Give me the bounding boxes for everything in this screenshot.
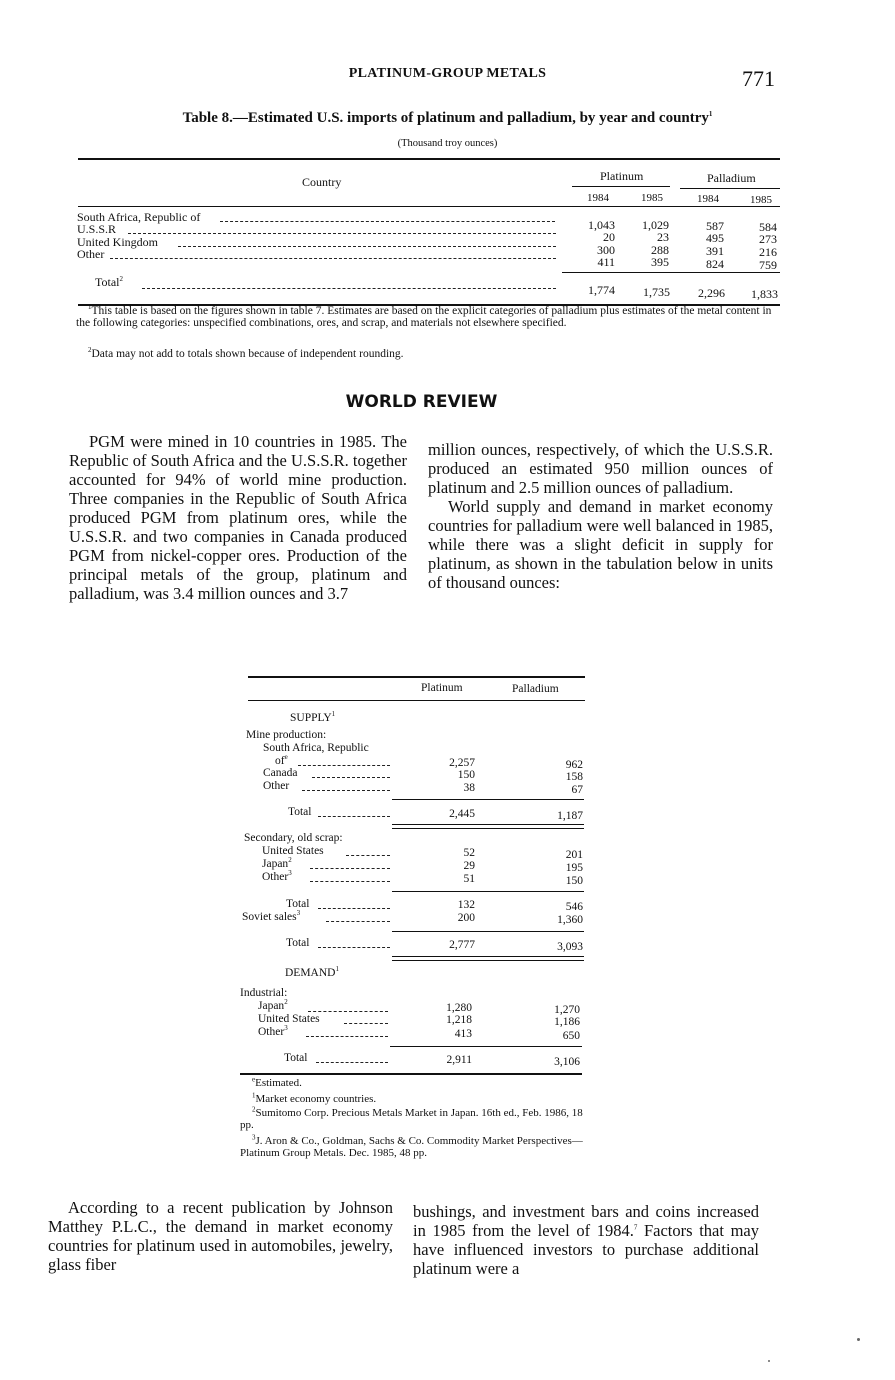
table8-subtitle: (Thousand troy ounces) — [397, 138, 498, 149]
table-cell: 52 — [463, 847, 475, 859]
total-label — [95, 276, 123, 289]
table-cell: 2,445 — [449, 808, 475, 820]
running-header: PLATINUM-GROUP METALS — [348, 66, 547, 81]
row-label — [258, 1000, 288, 1012]
table-cell: 20 — [603, 230, 615, 244]
row-label: Industrial: — [240, 987, 288, 999]
table-footnote — [76, 305, 780, 329]
table-cell: 216 — [759, 245, 777, 259]
dot-leader — [326, 921, 390, 922]
body-column-right — [413, 1202, 759, 1278]
table-cell: 158 — [565, 771, 583, 783]
body-column-right — [428, 440, 773, 592]
row-label: Total — [286, 898, 310, 910]
row-label-text: Other — [262, 871, 289, 883]
table-cell: 3,106 — [554, 1056, 580, 1068]
table8-title-text: Table 8.—Estimated U.S. imports of platinum and palladium, by year and country — [182, 110, 709, 126]
table-footnote — [88, 348, 778, 360]
table-cell: 67 — [571, 784, 583, 796]
column-header-year: 1985 — [750, 194, 772, 206]
row-label-text: Japan — [258, 1000, 285, 1012]
table-cell: 546 — [565, 901, 583, 913]
table-cell: 584 — [759, 220, 777, 234]
footnote-mark: 1 — [708, 110, 713, 118]
dot-leader — [220, 221, 555, 222]
footnote-text: Sumitomo Corp. Precious Metals Market in Japan. 16th ed., Feb. 1986, 18 pp. — [240, 1107, 583, 1131]
body-column-left — [69, 432, 407, 603]
row-label: South Africa, Republic — [263, 742, 369, 754]
dot-leader — [128, 233, 556, 234]
table-cell: 3,093 — [557, 941, 583, 953]
table-cell: 201 — [565, 849, 583, 861]
table-cell: 23 — [657, 230, 669, 244]
paragraph: bushings, and investment bars and coins increased in 1985 from the level of 1984. — [413, 1202, 759, 1240]
table-cell: 759 — [759, 258, 777, 272]
row-label-text: of — [275, 755, 285, 767]
footnote-mark: e — [284, 753, 288, 762]
table-cell: 2,777 — [449, 939, 475, 951]
table-cell: 1,270 — [554, 1004, 580, 1016]
column-header-country: Country — [302, 175, 342, 189]
column-group-platinum: Platinum — [600, 169, 644, 183]
table-rule — [240, 1073, 582, 1075]
row-label: Total — [284, 1052, 308, 1064]
dot-leader — [344, 1023, 388, 1024]
body-column-left — [48, 1198, 393, 1274]
table-rule — [392, 960, 584, 961]
supply-heading — [290, 712, 335, 724]
row-label: United Kingdom — [77, 235, 158, 249]
dot-leader — [316, 1062, 388, 1063]
table-cell: 1,187 — [557, 810, 583, 822]
table-rule — [248, 676, 585, 678]
table-cell: 1,186 — [554, 1016, 580, 1028]
dot-leader — [110, 258, 556, 259]
row-label: Other — [263, 780, 290, 792]
table-cell: 132 — [457, 899, 475, 911]
row-label: Total — [286, 937, 310, 949]
table-rule — [392, 828, 584, 829]
table-rule — [392, 891, 584, 892]
table-footnote — [240, 1105, 585, 1131]
table-cell: 273 — [759, 232, 777, 246]
table-cell: 1,735 — [643, 285, 670, 299]
table-cell: 650 — [562, 1030, 580, 1042]
dot-leader — [306, 1036, 388, 1037]
table-cell: 587 — [706, 219, 724, 233]
row-label: United States — [262, 845, 324, 857]
dot-leader — [142, 288, 556, 289]
footnote-mark: 1 — [252, 1091, 256, 1100]
footnote-text: Market economy countries. — [255, 1093, 377, 1105]
table-cell: 824 — [706, 257, 724, 271]
table-cell: 200 — [457, 912, 475, 924]
footnote-mark: 1 — [331, 710, 336, 719]
column-header-year: 1984 — [587, 192, 609, 204]
table-cell: 391 — [706, 244, 724, 258]
table-cell: 495 — [706, 231, 724, 245]
footnote-text: Data may not add to totals shown because of independent rounding. — [91, 348, 404, 360]
column-header-palladium: Palladium — [512, 683, 559, 695]
table-rule — [392, 931, 584, 932]
footnote-mark: 2 — [88, 346, 92, 355]
row-label — [262, 871, 292, 883]
dot-leader — [302, 790, 390, 791]
table-rule — [390, 1046, 582, 1047]
paragraph: According to a recent publication by Johnson Matthey P.L.C., the demand in market economy countries for platinum used in automobiles, jewelry, glass fiber — [48, 1198, 393, 1274]
column-header-year: 1985 — [641, 192, 663, 204]
scan-speck — [768, 1360, 770, 1362]
table-rule — [78, 206, 780, 207]
footnote-mark: 1 — [88, 303, 92, 312]
table-cell: 300 — [597, 243, 615, 257]
table-rule — [680, 188, 780, 189]
table-cell: 411 — [597, 255, 615, 269]
table-cell: 2,911 — [446, 1054, 472, 1066]
table-rule — [248, 700, 585, 701]
dot-leader — [312, 777, 390, 778]
row-label: Total — [288, 806, 312, 818]
table-cell: 1,360 — [557, 914, 583, 926]
paragraph: World supply and demand in market economy countries for palladium were well balanced in 1985, while there was a slight deficit in supply for platinum, as shown in the tabulation below in units of thousand ounces: — [428, 497, 773, 592]
table-cell: 1,280 — [446, 1002, 472, 1014]
row-label-text: Other — [258, 1026, 285, 1038]
column-header-platinum: Platinum — [421, 682, 463, 694]
table-cell: 962 — [565, 759, 583, 771]
table-rule — [572, 186, 670, 187]
table-rule — [392, 799, 584, 800]
table-footnote — [252, 1091, 582, 1106]
footnote-mark: 2 — [288, 856, 292, 865]
dot-leader — [318, 816, 390, 817]
row-label — [275, 755, 288, 767]
table-footnote — [252, 1075, 582, 1090]
table-cell: 1,774 — [588, 283, 615, 297]
dot-leader — [308, 1011, 388, 1012]
section-heading: WORLD REVIEW — [345, 392, 498, 412]
row-label: Secondary, old scrap: — [244, 832, 343, 844]
paragraph-continuation: Factors that may have influenced investors to purchase additional platinum were a — [413, 1221, 759, 1278]
table-cell: 29 — [463, 860, 475, 872]
table-cell: 1,833 — [751, 287, 778, 301]
dot-leader — [346, 855, 390, 856]
footnote-mark: 2 — [252, 1105, 256, 1114]
table-cell: 38 — [463, 782, 475, 794]
footnote-mark: 2 — [119, 275, 123, 283]
row-label: South Africa, Republic of — [77, 210, 201, 224]
dot-leader — [310, 868, 390, 869]
table-rule — [562, 272, 780, 273]
table-cell: 413 — [454, 1028, 472, 1040]
paragraph: million ounces, respectively, of which the U.S.S.R. produced an estimated 950 million ounces of platinum and 2.5 million ounces of palladium. — [428, 440, 773, 497]
footnote-mark: 2 — [284, 998, 288, 1007]
row-label — [242, 911, 300, 923]
table8-title — [0, 110, 895, 127]
table-cell: 195 — [565, 862, 583, 874]
dot-leader — [318, 947, 390, 948]
footnote-text: J. Aron & Co., Goldman, Sachs & Co. Commodity Market Perspectives—Platinum Group Metals. Dec. 1985, 48 pp. — [240, 1135, 583, 1159]
dot-leader — [298, 765, 390, 766]
table-footnote — [240, 1133, 585, 1159]
footnote-mark: 7 — [633, 1223, 638, 1232]
footnote-mark: 1 — [335, 965, 339, 974]
row-label-text: Japan — [262, 858, 289, 870]
row-label: U.S.S.R — [77, 222, 117, 236]
footnote-mark: 3 — [284, 1024, 288, 1033]
table-cell: 1,029 — [642, 218, 669, 232]
table-cell: 2,296 — [698, 286, 725, 300]
dot-leader — [310, 881, 390, 882]
table-rule — [392, 824, 584, 825]
row-label: Other — [77, 247, 105, 261]
table-cell: 150 — [457, 769, 475, 781]
scan-speck — [857, 1338, 860, 1341]
table-cell: 2,257 — [449, 757, 475, 769]
footnote-mark: e — [252, 1075, 256, 1084]
table-cell: 1,218 — [446, 1014, 472, 1026]
footnote-text: Estimated. — [255, 1077, 302, 1089]
table-cell: 288 — [651, 243, 669, 257]
table-rule — [78, 158, 780, 160]
table-rule — [392, 956, 584, 957]
demand-heading-text: DEMAND — [285, 967, 336, 979]
supply-heading-text: SUPPLY — [290, 712, 332, 724]
total-label-text: Total — [95, 275, 120, 289]
table-cell: 150 — [565, 875, 583, 887]
dot-leader — [318, 908, 390, 909]
row-label: United States — [258, 1013, 320, 1025]
footnote-mark: 3 — [252, 1133, 256, 1142]
footnote-mark: 3 — [288, 869, 292, 878]
footnote-mark: 3 — [296, 909, 301, 918]
row-label-text: Soviet sales — [242, 911, 297, 923]
page-number: 771 — [742, 66, 775, 91]
dot-leader — [178, 246, 556, 247]
row-label: Canada — [263, 767, 298, 779]
footnote-text: This table is based on the figures shown in table 7. Estimates are based on the explicit categories of palladium plus estimates of the metal content in the following categories: unspecified combinations, ores, and scrap, and materials not elsewhere specified. — [76, 305, 772, 329]
table-cell: 1,043 — [588, 218, 615, 232]
row-label — [258, 1026, 288, 1038]
table-cell: 51 — [463, 873, 475, 885]
demand-heading — [285, 967, 339, 979]
column-group-palladium: Palladium — [707, 171, 756, 185]
column-header-year: 1984 — [697, 193, 719, 205]
paragraph: PGM were mined in 10 countries in 1985. The Republic of South Africa and the U.S.S.R. together accounted for 94% of world mine production. Three companies in the Republic of South Africa produced PGM from platinum ores, while the U.S.S.R. and two companies in Canada produced PGM from nickel-copper ores. Production of the principal metals of the group, platinum and palladium, was 3.4 million ounces and 3.7 — [69, 432, 407, 603]
table-cell: 395 — [651, 255, 669, 269]
row-label: Mine production: — [246, 729, 327, 741]
